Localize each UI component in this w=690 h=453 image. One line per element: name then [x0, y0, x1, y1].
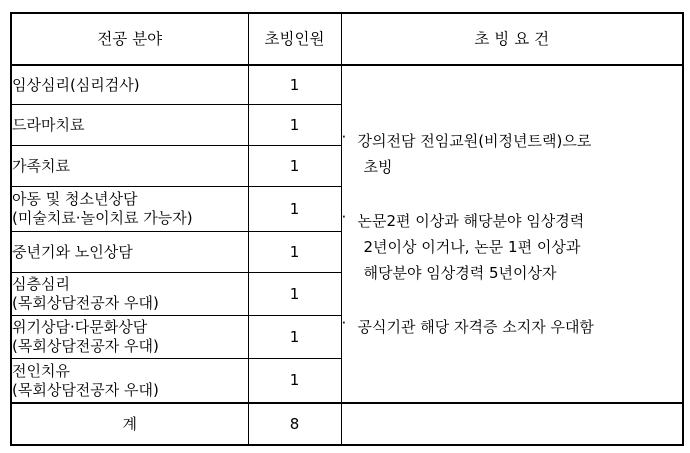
field-note: (목회상담전공자 우대) [12, 337, 159, 355]
field-note: (목회상담전공자 우대) [12, 380, 159, 399]
requirement-text: 해당분야 임상경력 5년이상자 [363, 264, 557, 282]
header-count: 초빙인원 [248, 13, 341, 65]
requirement-text: 초빙 [363, 158, 393, 176]
field-cell [11, 316, 248, 359]
requirements-list [342, 128, 683, 340]
field-note: (목회상담전공자 우대) [12, 294, 159, 312]
requirement-item [342, 128, 683, 180]
header-requirements: 초 빙 요 건 [341, 13, 683, 65]
count-cell: 1 [248, 359, 341, 404]
requirement-item [342, 208, 683, 286]
requirement-text: 강의전담 전임교원(비정년트랙)으로 [357, 132, 592, 150]
header-row [11, 13, 683, 65]
total-count: 8 [248, 403, 341, 445]
field-name: 심층심리 [12, 275, 70, 293]
field-cell [11, 187, 248, 232]
requirements-cell [341, 65, 683, 403]
field-cell [11, 105, 248, 146]
total-row [11, 403, 683, 445]
field-name: 위기상담·다문화상담 [12, 318, 148, 336]
field-cell [11, 273, 248, 316]
field-note: (미술치료·놀이치료 가능자) [12, 209, 193, 227]
table-row [11, 65, 683, 105]
bullet-icon: · [341, 128, 347, 146]
field-cell [11, 65, 248, 105]
requirement-item [342, 314, 683, 340]
field-name: 가족치료 [12, 156, 70, 175]
field-name: 전인치유 [12, 361, 70, 380]
requirement-text: 2년이상 이거나, 논문 1편 이상과 [363, 238, 581, 256]
field-name: 임상심리(심리검사) [12, 75, 140, 94]
total-label: 계 [11, 403, 248, 445]
bullet-icon: · [341, 208, 347, 226]
count-cell: 1 [248, 187, 341, 232]
recruitment-table [10, 12, 684, 446]
requirement-text: 공식기관 해당 자격증 소지자 우대함 [357, 318, 594, 336]
total-empty-cell [341, 403, 683, 445]
count-cell: 1 [248, 273, 341, 316]
count-cell: 1 [248, 232, 341, 273]
field-cell [11, 232, 248, 273]
requirement-text: 논문2편 이상과 해당분야 임상경력 [357, 212, 585, 230]
count-cell: 1 [248, 65, 341, 105]
count-cell: 1 [248, 146, 341, 187]
field-name: 드라마치료 [12, 115, 85, 134]
count-cell: 1 [248, 105, 341, 146]
field-name: 중년기와 노인상담 [12, 242, 133, 261]
bullet-icon: · [341, 314, 347, 332]
field-cell [11, 146, 248, 187]
field-cell [11, 359, 248, 404]
field-name: 아동 및 청소년상담 [12, 190, 138, 208]
count-cell: 1 [248, 316, 341, 359]
header-field: 전공 분야 [11, 13, 248, 65]
